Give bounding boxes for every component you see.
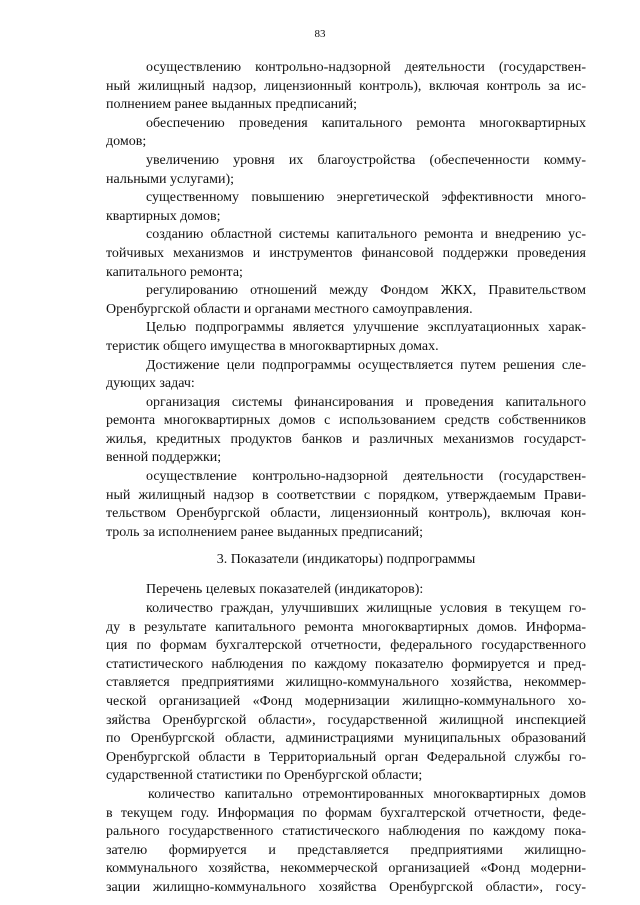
spacer: [106, 542, 586, 551]
text-line: зации жилищно-коммунального хозяйства Оренбургской области», госу-: [106, 879, 586, 895]
text-line: количество капитально отремонтированных многоквартирных домов: [148, 786, 586, 802]
text-line: Оренбургской области и органами местного самоуправления.: [106, 301, 473, 317]
text-line: созданию областной системы капитального ремонта и внедрению ус-: [146, 227, 586, 243]
text-line: жилья, кредитных продуктов банков и различных механизмов государст-: [106, 431, 586, 447]
page-number: 83: [314, 28, 326, 40]
text-line: Целью подпрограммы является улучшение эксплуатационных харак-: [146, 320, 586, 336]
spacer: [106, 569, 586, 581]
text-line: существенному повышению энергетической эффективности много-: [146, 190, 586, 206]
text-line: увеличению уровня их благоустройства (обеспеченности комму-: [146, 152, 586, 168]
text-line: обеспечению проведения капитального ремонта многоквартирных: [146, 115, 586, 131]
text-line: по Оренбургской области, администрациями муниципальных образований: [106, 731, 586, 747]
text-line: полнением ранее выданных предписаний;: [106, 97, 358, 113]
page-body: [106, 59, 586, 898]
text-block-top: [106, 59, 586, 542]
text-line: ставляется предприятиями жилищно-коммунального хозяйства, некоммер-: [106, 675, 586, 691]
text-line: ческой организацией «Фонд модернизации жилищно-коммунального хо-: [106, 694, 586, 709]
text-line: ду в результате капитального ремонта многоквартирных домов. Информа-: [106, 619, 586, 635]
text-line: рального государственного статистического наблюдения по каждому пока-: [106, 824, 586, 840]
text-line: осуществление контрольно-надзорной деятельности (государствен-: [146, 469, 586, 485]
section-heading: 3. Показатели (индикаторы) подпрограммы: [216, 552, 476, 568]
text-line: ный жилищный надзор, лицензионный контроль), включая контроль за ис-: [106, 78, 586, 94]
text-line: сударственной статистики по Оренбургской области;: [106, 768, 423, 784]
text-line: троль за исполнением ранее выданных предписаний;: [106, 524, 423, 540]
text-line: организация системы финансирования и проведения капитального: [146, 394, 586, 410]
text-line: нальными услугами);: [106, 171, 235, 187]
text-line: домов;: [106, 134, 147, 150]
text-line: регулированию отношений между Фондом ЖКХ, Правительством: [146, 283, 586, 299]
text-line: ный жилищный надзор в соответствии с порядком, утверждаемым Прави-: [106, 487, 586, 503]
text-line: количество граждан, улучшивших жилищные условия в текущем го-: [146, 601, 586, 617]
text-line: осуществлению контрольно-надзорной деятельности (государствен-: [146, 60, 586, 75]
text-line: в текущем году. Информация по формам бухгалтерской отчетности, феде-: [106, 805, 586, 821]
text-line: капитального ремонта;: [106, 264, 243, 280]
text-line: дующих задач:: [106, 376, 195, 392]
text-line: ремонта многоквартирных домов с использованием средств собственников: [106, 413, 586, 429]
text-line: статистического наблюдения по каждому показателю формируется и пред-: [106, 656, 586, 672]
text-line: зяйства Оренбургской области», государственной жилищной инспекцией: [106, 712, 586, 728]
text-line: квартирных домов;: [106, 208, 221, 224]
text-line: теристик общего имущества в многоквартирных домах.: [106, 338, 439, 354]
text-line: ция по формам бухгалтерской отчетности, федерального государственного: [106, 638, 586, 654]
text-line: тельством Оренбургской области, лицензионный контроль), включая кон-: [106, 506, 586, 522]
text-line: Достижение цели подпрограммы осуществляется путем решения сле-: [146, 357, 586, 373]
text-line: тойчивых механизмов и инструментов финансовой поддержки проведения: [106, 245, 586, 261]
text-line: Перечень целевых показателей (индикаторов):: [146, 582, 424, 598]
text-line: коммунального хозяйства, некоммерческой организацией «Фонд модерни-: [106, 861, 586, 877]
text-line: Оренбургской области в Территориальный орган Федеральной службы го-: [106, 749, 586, 765]
text-block-bottom: [106, 581, 586, 897]
text-line: зателю формируется и представляется предприятиями жилищно-: [106, 842, 586, 858]
text-line: венной поддержки;: [106, 450, 222, 466]
